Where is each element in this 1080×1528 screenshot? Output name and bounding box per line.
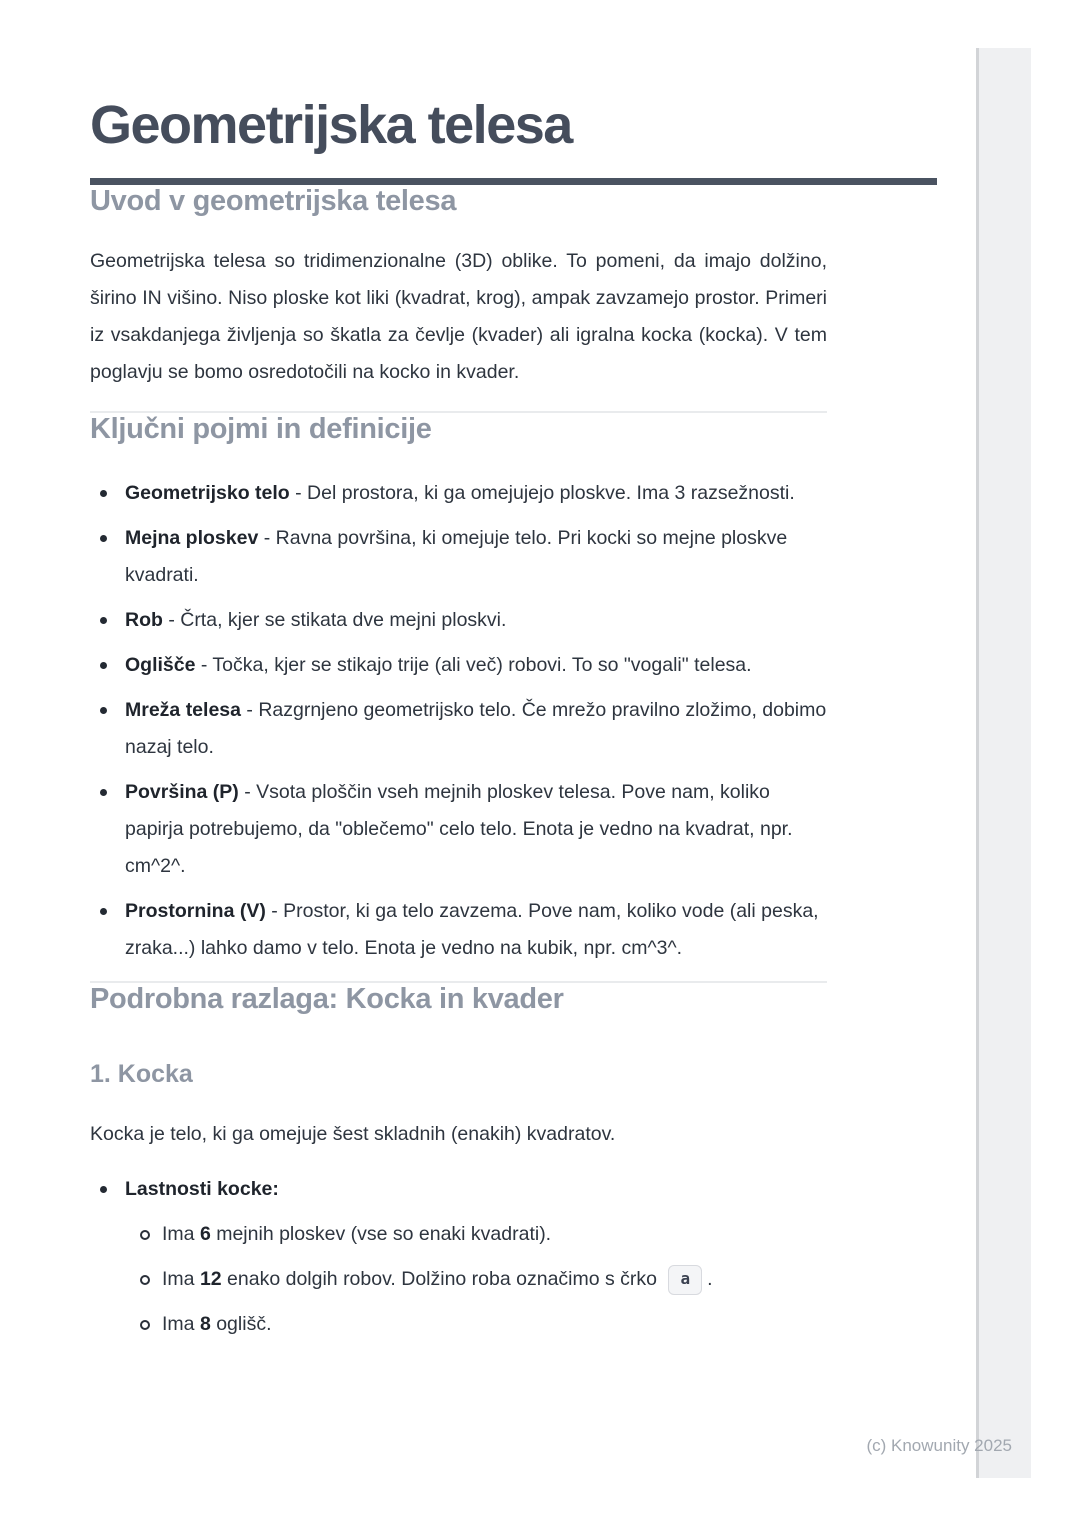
property-text: Ima (162, 1313, 200, 1335)
term-desc: - Razgrnjeno geometrijsko telo. Če mrežo pravilno zložimo, dobimo nazaj telo. (125, 699, 827, 758)
term-desc: - Črta, kjer se stikata dve mejni ploskvi. (162, 609, 507, 631)
list-item-mejna-ploskev (90, 520, 827, 594)
property-edges (140, 1261, 827, 1298)
kocka-intro-paragraph: Kocka je telo, ki ga omejuje šest skladnih (enakih) kvadratov. (90, 1123, 616, 1145)
properties-label: Lastnosti kocke: (125, 1178, 279, 1200)
edge-letter-code-chip: a (668, 1265, 702, 1295)
property-number: 12 (199, 1268, 222, 1290)
list-item-geometrijsko-telo (90, 475, 827, 512)
document-page (90, 0, 937, 1351)
term-name: Mejna ploskev (125, 527, 259, 549)
term-desc: - Del prostora, ki ga omejujejo ploskve. Ima 3 razsežnosti. (289, 482, 795, 504)
term-name: Oglišče (125, 654, 196, 676)
property-text: Ima (162, 1223, 200, 1245)
term-name: Geometrijsko telo (125, 482, 290, 504)
term-desc: - Ravna površina, ki omejuje telo. Pri kocki so mejne ploskve kvadrati. (125, 527, 788, 586)
section-heading-podrobna: Podrobna razlaga: Kocka in kvader (90, 983, 564, 1015)
property-text: mejnih ploskev (vse so enaki kvadrati). (210, 1223, 552, 1245)
list-item-prostornina (90, 893, 827, 967)
property-number: 6 (199, 1223, 211, 1245)
term-name: Prostornina (V) (125, 900, 266, 922)
list-item-mreza-telesa (90, 692, 827, 766)
list-item-rob (90, 602, 827, 639)
term-name: Rob (125, 609, 163, 631)
term-name: Površina (P) (125, 781, 239, 803)
property-text: Ima (162, 1268, 200, 1290)
list-item-oglisce (90, 647, 827, 684)
scrollbar-track[interactable] (976, 48, 1031, 1478)
kocka-properties-list (90, 1171, 827, 1343)
property-number: 8 (199, 1313, 211, 1335)
section-heading-kljucni: Ključni pojmi in definicije (90, 413, 432, 445)
term-desc: - Vsota ploščin vseh mejnih ploskev telesa. Pove nam, koliko papirja potrebujemo, da "oblečemo" celo telo. Enota je vedno na kvadrat, npr. cm^2^. (125, 781, 793, 877)
term-name: Mreža telesa (125, 699, 241, 721)
sub-heading-kocka: 1. Kocka (90, 1060, 193, 1088)
intro-paragraph: Geometrijska telesa so tridimenzionalne (3D) oblike. To pomeni, da imajo dolžino, širino IN višino. Niso ploske kot liki (kvadrat, krog), ampak zavzamejo prostor. Primeri iz vsakdanjega življenja so škatla za čevlje (kvader) ali igralna kocka (kocka). V tem poglavju se bomo osredotočili na kocko in kvader. (90, 250, 827, 383)
list-item-lastnosti-kocke (90, 1171, 827, 1343)
section-heading-uvod: Uvod v geometrijska telesa (90, 185, 457, 217)
property-text: enako dolgih robov. Dolžino roba označimo s črko (221, 1268, 663, 1290)
page-title: Geometrijska telesa (90, 95, 572, 155)
title-rule (90, 178, 937, 185)
property-faces (140, 1216, 827, 1253)
list-item-povrsina (90, 774, 827, 885)
property-text: . (707, 1268, 713, 1290)
term-desc: - Prostor, ki ga telo zavzema. Pove nam, koliko vode (ali peska, zraka...) lahko damo v telo. Enota je vedno na kubik, npr. cm^3^. (125, 900, 819, 959)
terms-list (90, 475, 827, 967)
copyright-footer: (c) Knowunity 2025 (866, 1436, 1012, 1455)
kocka-properties-sublist (125, 1216, 827, 1343)
property-text: oglišč. (210, 1313, 272, 1335)
term-desc: - Točka, kjer se stikajo trije (ali več) robovi. To so "vogali" telesa. (195, 654, 752, 676)
property-vertices (140, 1306, 827, 1343)
